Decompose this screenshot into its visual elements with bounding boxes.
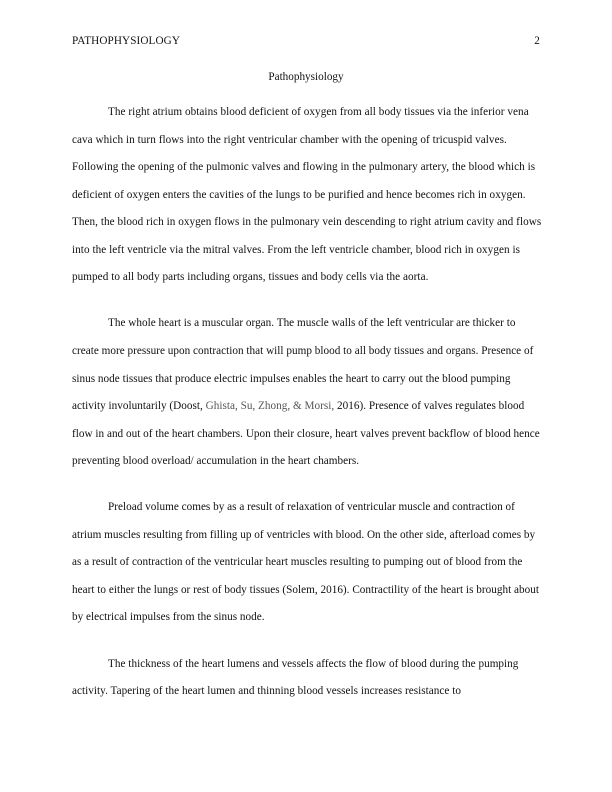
paragraph-3: Preload volume comes by as a result of relaxation of ventricular muscle and contraction of atrium muscles resulting from filling up of ventricles with blood. On the other side, afterload comes by as a result of contraction of the ventricular heart muscles resulting to pumping out of blood from the heart to either the lungs or rest of body tissues (Solem, 2016). Contractility of the heart is brought about by electrical impulses from the sinus node. <box>72 501 539 624</box>
document-body <box>72 99 542 724</box>
page-header <box>72 35 540 51</box>
running-head: PATHOPHYSIOLOGY <box>72 35 181 47</box>
paragraph-2-text-a: The whole heart is a muscular organ. The muscle walls of the left ventricular are thicker to create more pressure upon contraction that will pump blood to all body tissues and organs. Presence of sinus node tissues that produce electric impulses enables the heart to carry out the blood pumping activity involuntarily (Doost, <box>72 317 534 413</box>
citation-authors: Ghista, Su, Zhong, & Morsi, <box>205 400 335 413</box>
paragraph-4: The thickness of the heart lumens and vessels affects the flow of blood during the pumping activity. Tapering of the heart lumen and thinning blood vessels increases resistance to <box>72 657 519 698</box>
paragraph-1: The right atrium obtains blood deficient of oxygen from all body tissues via the inferior vena cava which in turn flows into the right ventricular chamber with the opening of tricuspid valves. Following the opening of the pulmonic valves and flowing in the pulmonary artery, the blood which is deficient of oxygen enters the cavities of the lungs to be purified and hence becomes rich in oxygen. Then, the blood rich in oxygen flows in the pulmonary vein descending to right atrium cavity and flows into the left ventricle via the mitral valves. From the left ventricle chamber, blood rich in oxygen is pumped to all body parts including organs, tissues and body cells via the aorta. <box>72 106 542 284</box>
paragraph-2 <box>72 310 542 475</box>
page-title: Pathophysiology <box>268 71 344 83</box>
page-number: 2 <box>534 35 540 47</box>
paragraph-2-text-b: 2016). Presence of valves regulates blood flow in and out of the heart chambers. Upon their closure, heart valves prevent backflow of blood hence preventing blood overload/ accumulation in the heart chambers. <box>72 400 540 468</box>
